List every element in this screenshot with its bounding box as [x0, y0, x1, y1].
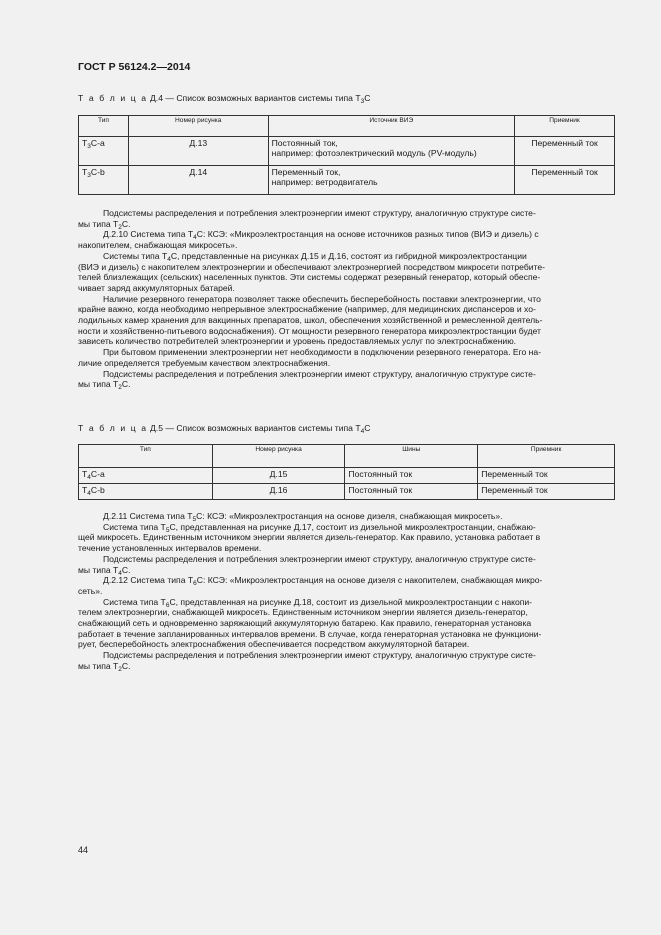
page-number: 44: [78, 845, 89, 855]
table-row: [79, 484, 615, 500]
table-row: [79, 166, 615, 195]
cell-type: $Т_3С-а$: [79, 137, 129, 166]
cell-figure: Д.16: [212, 484, 345, 500]
col-header-figure: Номер рисунка: [212, 445, 345, 468]
table-header-row: [79, 116, 615, 137]
cell-receiver: Переменный ток: [478, 468, 615, 484]
cell-type: $Т_4С-а$: [79, 468, 213, 484]
text-block-1: Подсистемы распределения и потребления электроэнергии имеют структуру, аналогичную структуре систе- мы типа $Т_2С$. Д.2.10 Система типа $Т_4С$: КСЭ: «Микроэлектростанция на основе источников разных типов (ВИЭ и дизель) с накопителем, снабжающая микросеть». Системы типа $Т_4С$, представленные на рисунках Д.15 и Д.16, состоят из гибридной микроэлектростанции (ВИЭ и дизель) с накопителем электроэнергии и обеспечивают электроэнергией посредством микросети потребите- телей близлежащих (сельских) населенных пунктов. Эти системы содержат резервный генератор, который обеспе- чивает заряд аккумуляторных батарей. Наличие резервного генератора позволяет также обеспечить бесперебойность поставки электроэнергии, что крайне важно, когда необходимо непрерывное электроснабжение (например, для медицинских диспансеров и хо- лодильных камер хранения для вакцинных препаратов, школ, обеспечения хозяйственной и ремесленной деятель- ности и хозяйственно-питьевого водоснабжения). От мощности резервного генератора микроэлектростанции будет зависеть количество потребителей электроэнергии и уровень предоставляемых услуг по электроснабжению. При бытовом применении электроэнергии нет необходимости в подключении резервного генератора. Его на- личие определяется требуемым качеством электроснабжения. Подсистемы распределения и потребления электроэнергии имеют структуру, аналогичную структуре систе- мы типа $Т_2С$.: [78, 208, 546, 392]
cell-figure: Д.15: [212, 468, 345, 484]
document-header: ГОСТ Р 56124.2—2014: [78, 61, 191, 73]
table-d5: [78, 444, 615, 500]
table-row: [79, 468, 615, 484]
table-d5-caption: Т а б л и ц а Д.5 — Список возможных вариантов системы типа $Т_4С$: [78, 423, 371, 435]
cell-type: $Т_4С-b$: [79, 484, 213, 500]
cell-figure: Д.14: [128, 166, 268, 195]
cell-receiver: Переменный ток: [478, 484, 615, 500]
col-header-bus: Шины: [345, 445, 478, 468]
cell-bus: Постоянный ток: [345, 484, 478, 500]
table-d4-caption: Т а б л и ц а Д.4 — Список возможных вариантов системы типа $Т_3С$: [78, 93, 371, 105]
cell-receiver: Переменный ток: [515, 137, 615, 166]
table-header-row: [79, 445, 615, 468]
col-header-receiver: Приемник: [515, 116, 615, 137]
cell-bus: Постоянный ток: [345, 468, 478, 484]
col-header-figure: Номер рисунка: [128, 116, 268, 137]
col-header-source: Источник ВИЭ: [268, 116, 515, 137]
col-header-type: Тип: [79, 116, 129, 137]
table-row: [79, 137, 615, 166]
table-d4: [78, 115, 615, 195]
cell-type: $Т_3С-b$: [79, 166, 129, 195]
cell-receiver: Переменный ток: [515, 166, 615, 195]
col-header-receiver: Приемник: [478, 445, 615, 468]
text-block-2: Д.2.11 Система типа $Т_5С$: КСЭ: «Микроэлектростанция на основе дизеля, снабжающая микросеть». Система типа $Т_5С$, представленная на рисунке Д.17, состоит из дизельной микроэлектростанции, снабжаю- щей микросеть. Единственным источником энергии является дизель-генератор. Как правило, установка работает в течение установленных интервалов времени. Подсистемы распределения и потребления электроэнергии имеют структуру, аналогичную структуре систе- мы типа $Т_4С$. Д.2.12 Система типа $Т_6С$: КСЭ: «Микроэлектростанция на основе дизеля с накопителем, снабжающая микро- сеть». Система типа $Т_6С$, представленная на рисунке Д.18, состоит из дизельной микроэлектростанции с накопи- телем электроэнергии, снабжающей микросеть. Единственным источником энергии является дизель-генератор, снабжающий сеть и одновременно заряжающий аккумуляторную батарею. Как правило, генераторная установка работает в течение запланированных интервалов времени. В случае, когда генераторная установка не функциони- рует, бесперебойность электроснабжения обеспечивается посредством аккумуляторной батареи. Подсистемы распределения и потребления электроэнергии имеют структуру, аналогичную структуре систе- мы типа $Т_2С$.: [78, 511, 543, 673]
col-header-type: Тип: [79, 445, 213, 468]
cell-source: Постоянный ток, например: фотоэлектрический модуль (PV-модуль): [268, 137, 515, 166]
cell-source: Переменный ток, например: ветродвигатель: [268, 166, 515, 195]
cell-figure: Д.13: [128, 137, 268, 166]
